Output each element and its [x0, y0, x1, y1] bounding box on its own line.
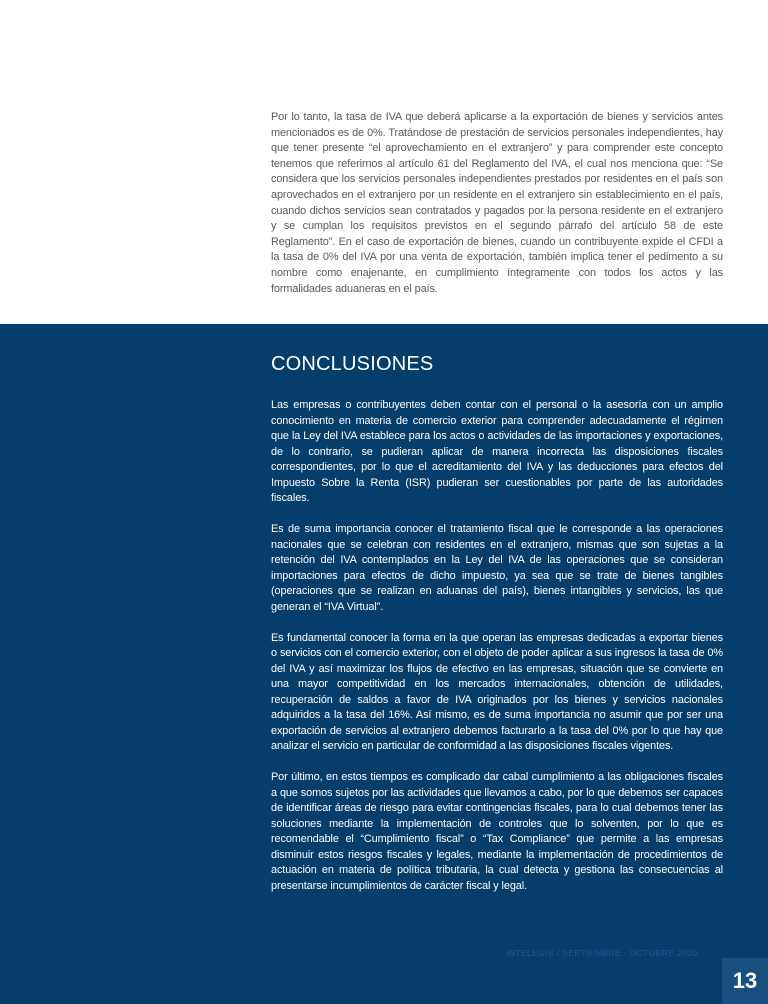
conclusions-title: CONCLUSIONES — [271, 353, 434, 375]
page-number: 13 — [722, 958, 768, 1004]
conclusion-paragraph-1: Las empresas o contribuyentes deben contar con el personal o la asesoría con un amplio conocimiento en materia de comercio exterior para comprender adecuadamente el régimen que la Ley del IVA establece para los actos o actividades de las importaciones y exportaciones, de lo contrario, se pudieran aplicar de manera incorrecta las disposiciones fiscales correspondientes, por lo que el acreditamiento del IVA y las deducciones para efectos del Impuesto Sobre la Renta (ISR) pudieran ser cuestionables por parte de las autoridades fiscales. — [271, 399, 723, 504]
conclusions-body — [271, 398, 723, 910]
footer-publication: INTELEGIS / SEPTIEMBRE - OCTUBRE 2020 — [506, 948, 698, 958]
intro-paragraph: Por lo tanto, la tasa de IVA que deberá aplicarse a la exportación de bienes y servicios antes mencionados es de 0%. Tratándose de prestación de servicios personales independientes, hay que tener presente “el aprovechamiento en el extranjero” y para comprender este concepto tenemos que referirnos al artículo 61 del Reglamento del IVA, el cual nos menciona que: “Se considera que los servicios personales independientes prestados por residentes en el país son aprovechados en el extranjero por un residente en el extranjero sin establecimiento en el país, cuando dichos servicios sean contratados y pagados por la persona residente en el extranjero y se cumplan los requisitos previstos en el segundo párrafo del artículo 58 de este Reglamento”. En el caso de exportación de bienes, cuando un contribuyente expide el CFDI a la tasa de 0% del IVA por una venta de exportación, también implica tener el pedimento a su nombre como enajenante, en cumplimiento íntegramente con todos los actos y las formalidades aduaneras en el país. — [271, 111, 723, 295]
intro-section — [0, 0, 768, 324]
conclusions-section — [0, 324, 768, 1004]
conclusion-paragraph-2: Es de suma importancia conocer el tratamiento fiscal que le corresponde a las operaciones nacionales que se celebran con residentes en el extranjero, mismas que son sujetas a la retención del IVA contemplados en la Ley del IVA de las operaciones que se consideran importaciones para efectos de dicho impuesto, ya sea que se trate de bienes tangibles (operaciones que se realizan en aduanas del país), bienes intangibles y servicios, las que generan el “IVA Virtual”. — [271, 523, 723, 613]
conclusion-paragraph-3: Es fundamental conocer la forma en la que operan las empresas dedicadas a exportar bienes o servicios con el comercio exterior, con el objeto de poder aplicar a sus ingresos la tasa de 0% del IVA y así maximizar los flujos de efectivo en las empresas, situación que se convierte en una mayor competitividad en los mercados internacionales, obtención de utilidades, recuperación de saldos a favor de IVA originados por los bienes y servicios nacionales adquiridos a la tasa del 16%. Así mismo, es de suma importancia no asumir que por ser una exportación de servicios al extranjero debemos facturarlo a la tasa del 0% por lo que hay que analizar el servicio en particular de conformidad a las disposiciones fiscales vigentes. — [271, 631, 723, 752]
conclusion-paragraph-4: Por último, en estos tiempos es complicado dar cabal cumplimiento a las obligaciones fiscales a que somos sujetos por las actividades que llevamos a cabo, por lo que debemos ser capaces de identificar áreas de riesgo para evitar contingencias fiscales, para lo cual debemos tener las soluciones mediante la implementación de controles que lo solventen, por lo que es recomendable el “Cumplimiento fiscal” o “Tax Compliance” que permite a las empresas disminuir estos riesgos fiscales y legales, mediante la implementación de procedimientos de actuación en materia de política tributaria, la cual detecta y gestiona las consecuencias al presentarse incumplimientos de carácter fiscal y legal. — [271, 771, 723, 892]
